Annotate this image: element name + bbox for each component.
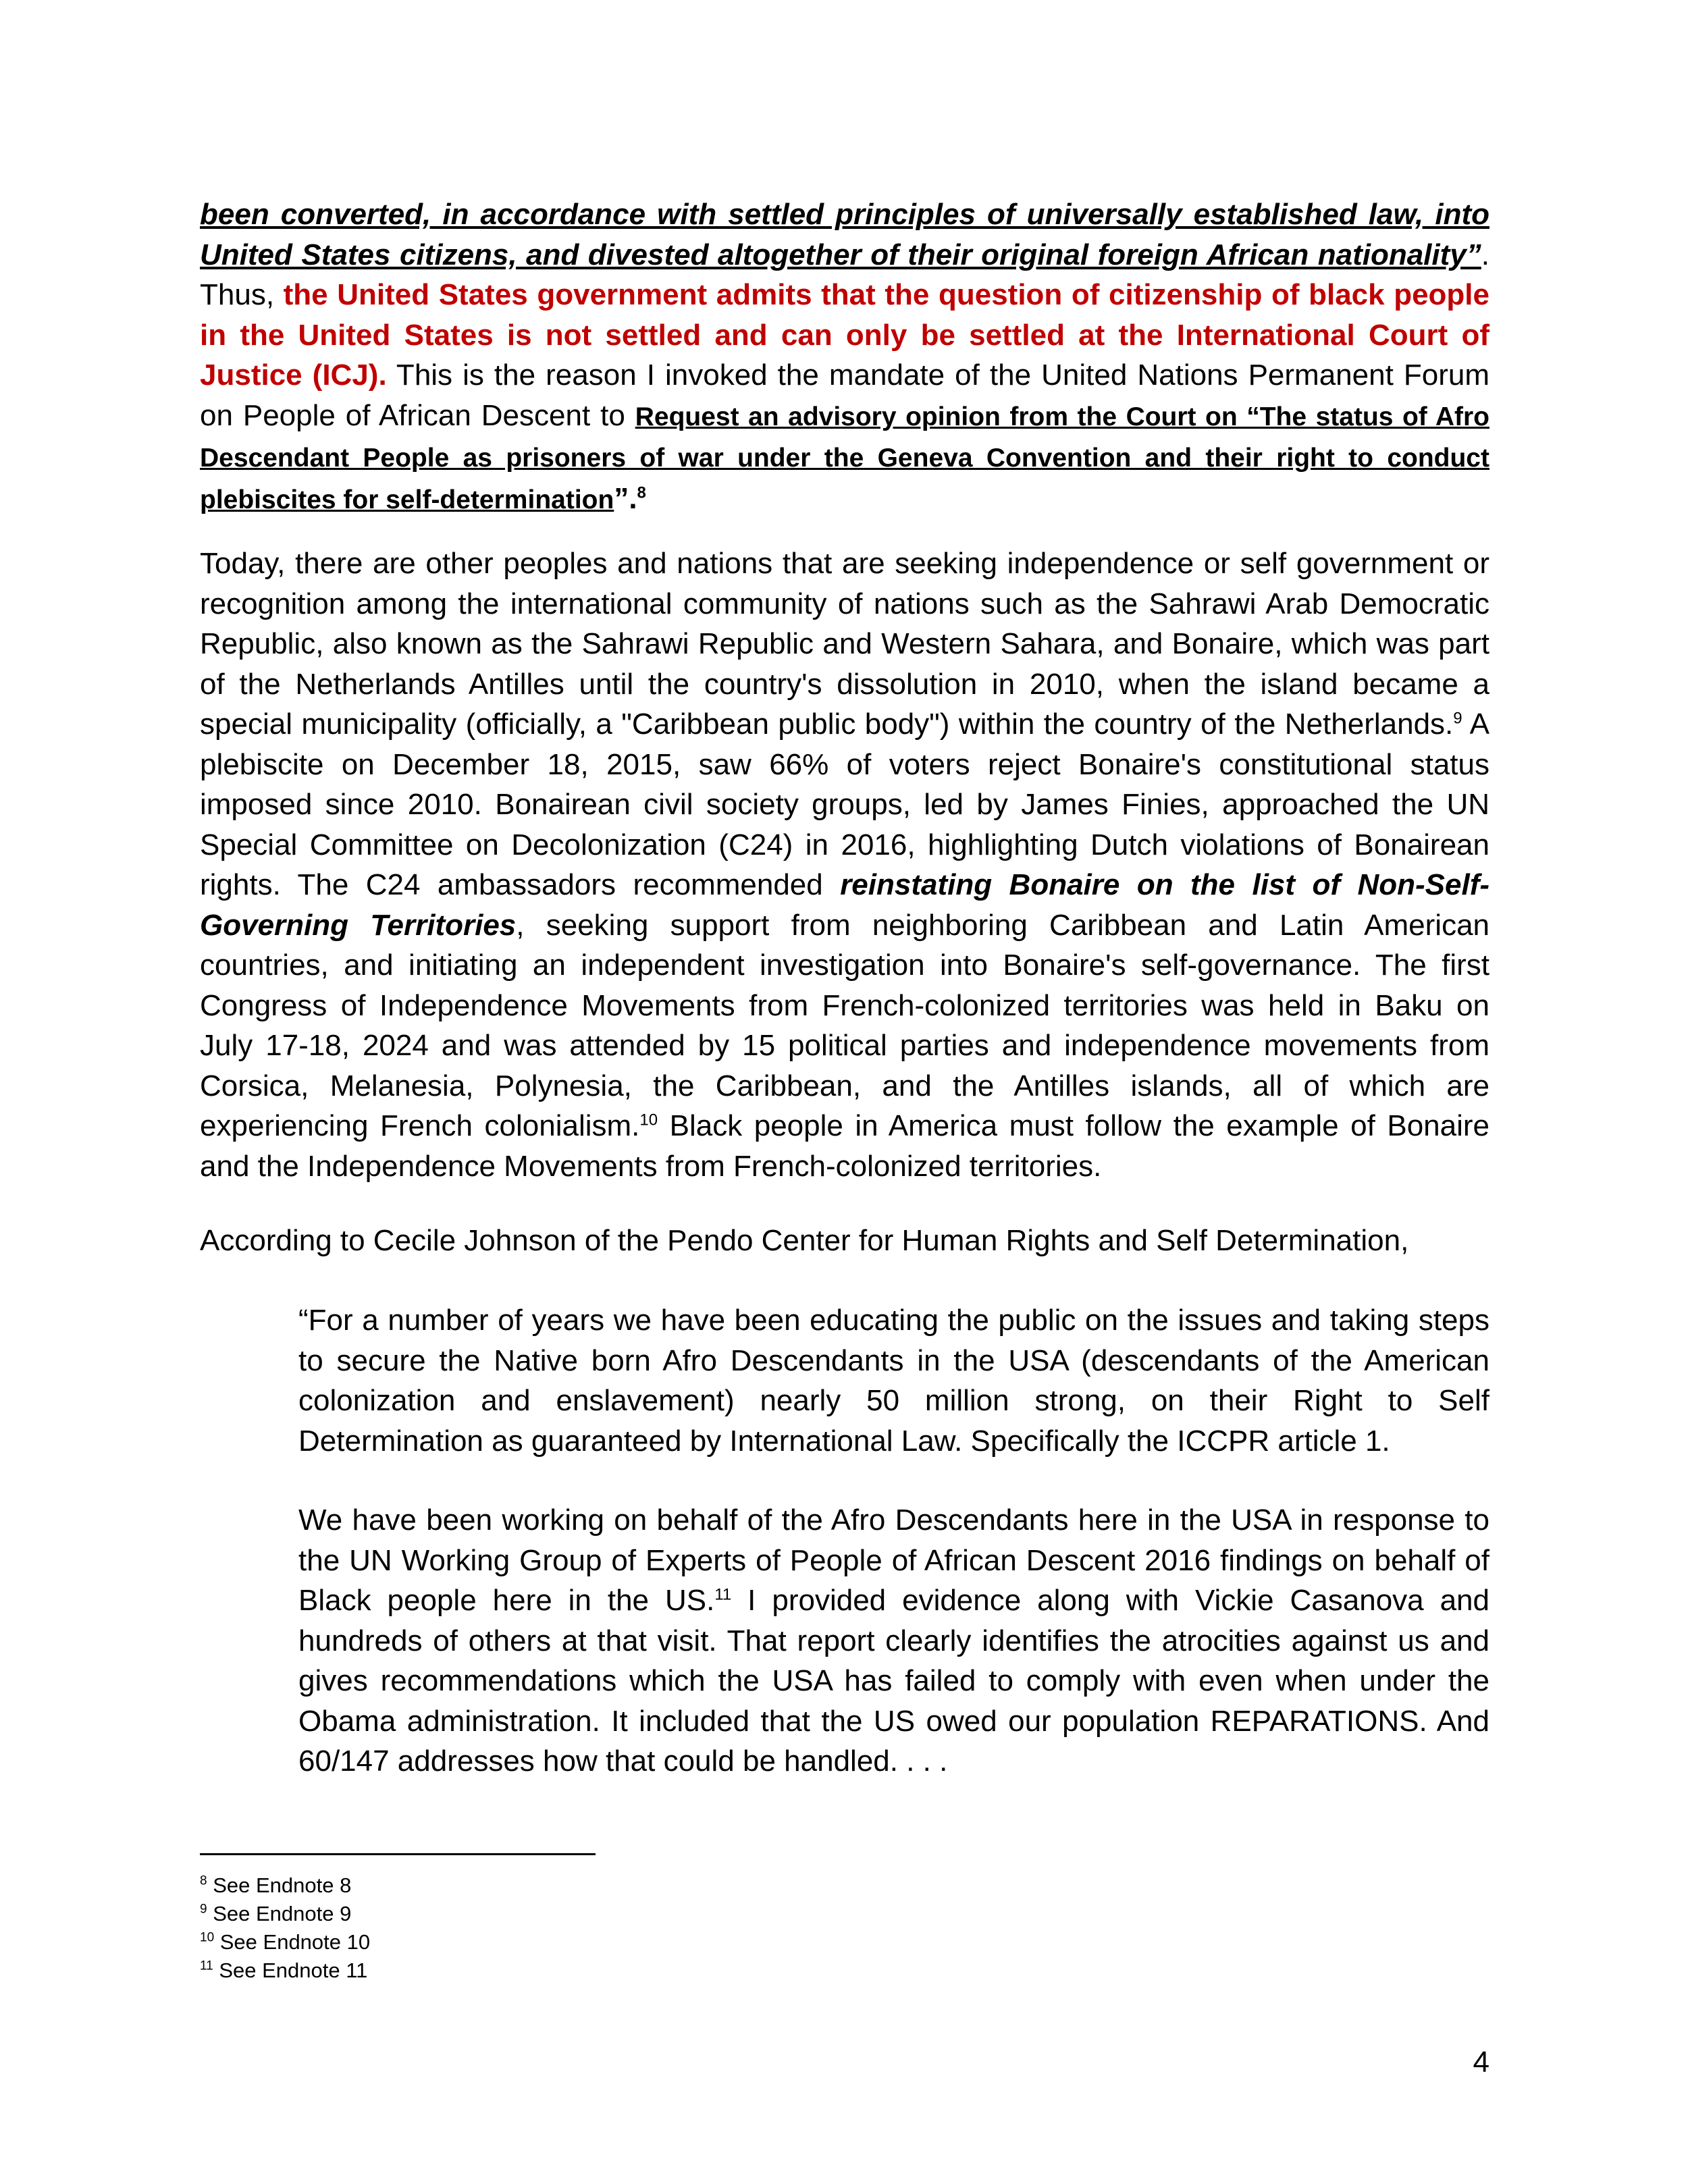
footnote-text: See Endnote 9 — [207, 1902, 352, 1925]
red-highlight-statement: the United States government admits that the question of citizenship of black people in the United States is not settled and can only be settled at the International Court of Justice (ICJ). — [200, 278, 1489, 392]
block-quote-2 — [298, 1500, 1489, 1782]
text-run: Today, there are other peoples and nations that are seeking independence or self government or recognition among the international community of nations such as the Sahrawi Arab Democratic Republic, also known as the Sahrawi Republic and Western Sahara, and Bonaire, which was part of the Netherlands Antilles until the country's dissolution in 2010, when the island became a special municipality (officially, a "Caribbean public body") within the country of the Netherlands. — [200, 547, 1489, 741]
text-run: Black people in America must follow the example of Bonaire and the Independence Movements from French-colonized territories. — [200, 1109, 1490, 1183]
text-run: ”. — [614, 481, 637, 515]
footnotes — [200, 1871, 370, 1985]
footnote-ref-9: 9 — [1453, 709, 1462, 728]
footnote-item — [200, 1956, 370, 1985]
footnote-text: See Endnote 11 — [213, 1959, 368, 1982]
text-run: This is the reason I invoked the mandate of the United Nations Permanent Forum on People of African Descent to — [200, 358, 1489, 432]
footnote-number: 8 — [200, 1873, 207, 1888]
footnote-item — [200, 1928, 370, 1956]
quoted-excerpt: been converted, in accordance with settled principles of universally established law, into United States citizens, and divested altogether of their original foreign African nationality” — [200, 198, 1489, 271]
block-quote-1: “For a number of years we have been educating the public on the issues and taking steps to secure the Native born Afro Descendants in the USA (descendants of the American colonization and enslavement) nearly 50 million strong, on their Right to Self Determination as guaranteed by International Law. Specifically the ICCPR article 1. — [298, 1304, 1489, 1458]
footnote-number: 11 — [200, 1959, 213, 1973]
footnote-number: 9 — [200, 1902, 207, 1917]
text-run: , seeking support from neighboring Caribbean and Latin American countries, and initiating an independent investigation into Bonaire's self-governance. The first Congress of Independence Movements from French-colonized territories was held in Baku on July 17-18, 2024 and was attended by 15 political parties and independence movements from Corsica, Melanesia, Polynesia, the Caribbean, and the Antilles islands, all of which are experiencing French colonialism. — [200, 908, 1490, 1142]
text-run: I provided evidence along with Vickie Casanova and hundreds of others at that visit. That report clearly identifies the atrocities against us and gives recommendations which the USA has failed to comply with even when under the Obama administration. It included that the US owed our population REPARATIONS. And 60/147 addresses how that could be handled. . . . — [298, 1584, 1490, 1778]
footnote-number: 10 — [200, 1930, 215, 1945]
paragraph-icj-citizenship — [200, 194, 1489, 520]
footnote-item — [200, 1900, 370, 1928]
advisory-opinion-request: Request an advisory opinion from the Court on “The status of Afro Descendant People as prisoners of war under the Geneva Convention and their right to conduct plebiscites for self-determination — [200, 402, 1489, 514]
footnote-ref-10: 10 — [639, 1111, 658, 1129]
text-run: We have been working on behalf of the Afro Descendants here in the USA in response to the UN Working Group of Experts of People of African Descent 2016 findings on behalf of Black people here in the US. — [298, 1503, 1489, 1617]
footnote-text: See Endnote 10 — [214, 1930, 371, 1954]
footnote-ref-11: 11 — [714, 1585, 732, 1604]
footnote-item — [200, 1871, 370, 1900]
text-run: . Thus, — [200, 238, 1489, 311]
paragraph-independence-movements — [200, 543, 1489, 1186]
bold-italic-recommendation: reinstating Bonaire on the list of Non-Self-Governing Territories — [200, 868, 1489, 942]
page-number: 4 — [1473, 2046, 1489, 2079]
paragraph-cecile-johnson-intro: According to Cecile Johnson of the Pendo Center for Human Rights and Self Determination, — [200, 1224, 1409, 1257]
footnote-ref-8: 8 — [637, 483, 646, 502]
text-run: A plebiscite on December 18, 2015, saw 66% of voters reject Bonaire's constitutional status imposed since 2010. Bonairean civil society groups, led by James Finies, approached the UN Special Committee on Decolonization (C24) in 2016, highlighting Dutch violations of Bonairean rights. The C24 ambassadors recommended — [200, 708, 1489, 901]
footnote-text: See Endnote 8 — [207, 1873, 352, 1897]
footnote-separator — [200, 1853, 596, 1855]
